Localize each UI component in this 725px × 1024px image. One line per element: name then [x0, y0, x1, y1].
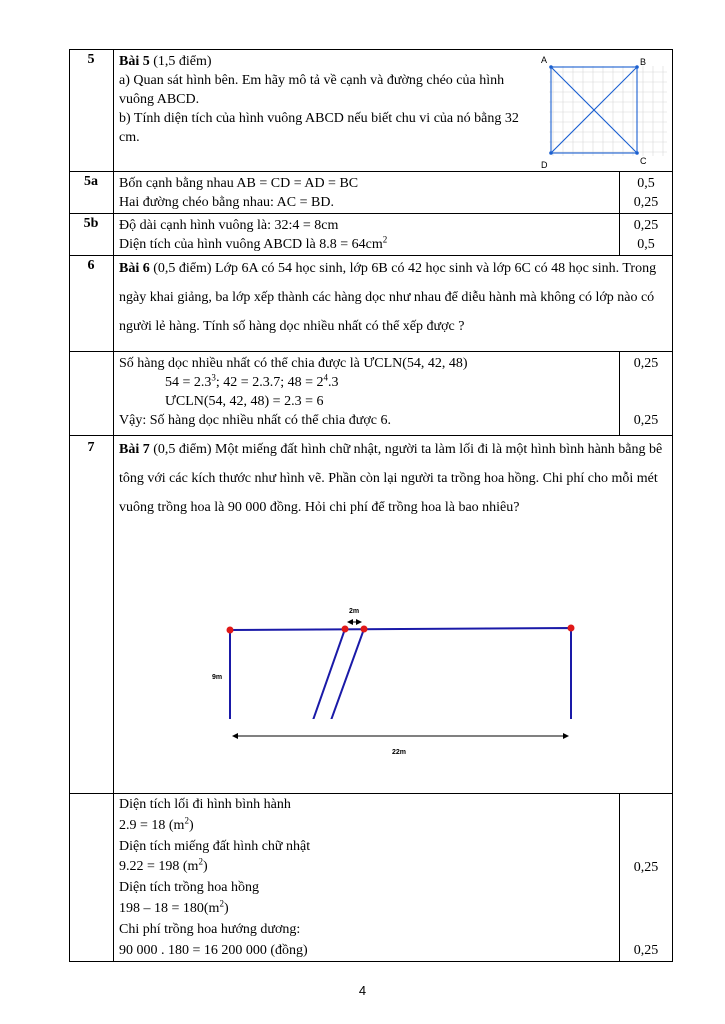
answer-table — [69, 49, 673, 962]
answer-line: Diện tích miếng đất hình chữ nhật — [119, 838, 311, 854]
superscript: 4 — [323, 372, 328, 383]
vertex-b — [635, 65, 639, 69]
page-number: 4 — [358, 983, 367, 998]
label-22m: 22m — [391, 749, 407, 756]
label-b: B — [640, 57, 647, 67]
answer-line: Diện tích trồng hoa hồng — [119, 880, 259, 896]
formula-tail: ) — [188, 817, 194, 833]
answer-6 — [119, 354, 614, 430]
answer-line: 90 000 . 180 = 16 200 000 (đồng) — [119, 942, 308, 958]
question-number: 5a — [84, 174, 98, 189]
table-rule — [619, 793, 620, 961]
answer-5b — [119, 216, 614, 254]
score: 0,25 — [633, 218, 659, 233]
formula: 9.22 = 198 (m — [119, 859, 199, 875]
score: 0,25 — [633, 356, 659, 371]
question-7-text — [119, 435, 669, 522]
part-b-text: b) Tính diện tích của hình vuông ABCD nếu biết chu vi của nó bằng 32 cm. — [119, 111, 519, 145]
part-a-text: a) Quan sát hình bên. Em hãy mô tả về cạnh và đường chéo của hình vuông ABCD. — [119, 73, 505, 107]
score: 0,25 — [633, 860, 659, 875]
label-2m: 2m — [348, 608, 360, 615]
question-body: (0,5 điểm) Một miếng đất hình chữ nhật, người ta làm lối đi là một hình bình hành bằng bê tông với các kích thước như hình vẽ. Phần còn lại người ta trồng hoa hồng. Chi phí cho mỗi mét vuông trồng hoa là 90 000 đồng. Hỏi chi phí để trồng hoa là bao nhiêu? — [119, 442, 663, 515]
factor-54: 54 = 2.3 — [165, 375, 212, 390]
question-number: 5 — [87, 52, 95, 67]
label-c: C — [640, 156, 647, 166]
question-body: (0,5 điểm) Lớp 6A có 54 học sinh, lớp 6B có 42 học sinh và lớp 6C có 48 học sinh. Trong ngày khai giảng, ba lớp xếp thành các hàng dọc như nhau để diễu hành mà không có lớp nào có người lẻ hàng. Tính số hàng dọc nhiều nhất có thể xếp được ? — [119, 261, 657, 334]
superscript: 3 — [211, 372, 216, 383]
table-rule — [69, 351, 673, 352]
question-title: Bài 7 — [119, 442, 150, 457]
vertex-a — [549, 65, 553, 69]
question-6-text — [119, 254, 669, 341]
superscript: 2 — [219, 898, 224, 909]
table-rule — [69, 49, 673, 50]
table-rule — [69, 213, 673, 214]
table-rule — [113, 49, 114, 962]
formula-tail: ) — [202, 859, 208, 875]
answer-line: Bốn cạnh bằng nhau AB = CD = AD = BC — [119, 176, 359, 191]
vertex-c — [635, 151, 639, 155]
label-a: A — [541, 55, 548, 65]
formula-tail: ) — [223, 900, 229, 916]
question-title: Bài 6 — [119, 261, 150, 276]
table-rule — [69, 793, 673, 794]
answer-line: Độ dài cạnh hình vuông là: 32:4 = 8cm — [119, 218, 339, 233]
question-number: 5b — [83, 216, 99, 231]
factor-42-48: ; 42 = 2.3.7; 48 = 2 — [215, 375, 324, 390]
question-number: 6 — [87, 258, 95, 273]
table-rule — [69, 171, 673, 172]
question-5-text — [119, 52, 527, 147]
score: 0,25 — [633, 195, 659, 210]
formula: 198 – 18 = 180(m — [119, 900, 220, 916]
garden-dimensions — [209, 549, 589, 764]
answer-line: Số hàng dọc nhiều nhất có thể chia được là ƯCLN(54, 42, 48) — [119, 356, 468, 371]
question-title: Bài 5 — [119, 54, 150, 69]
answer-line — [119, 856, 208, 875]
question-points: (1,5 điểm) — [149, 54, 212, 69]
vertex-d — [549, 151, 553, 155]
answer-line — [119, 372, 339, 390]
answer-line: Diện tích của hình vuông ABCD là 8.8 = 64cm — [119, 237, 383, 252]
grid-lines — [549, 66, 667, 156]
label-d: D — [541, 160, 548, 170]
answer-line: ƯCLN(54, 42, 48) = 2.3 = 6 — [165, 394, 324, 409]
answer-line — [119, 898, 229, 916]
score: 0,25 — [633, 943, 659, 958]
superscript: 2 — [382, 234, 388, 245]
question-number: 7 — [87, 440, 95, 455]
answer-line: Diện tích lối đi hình bình hành — [119, 797, 291, 812]
label-9m: 9m — [212, 674, 223, 681]
formula: 2.9 = 18 (m — [119, 817, 185, 833]
score: 0,25 — [633, 413, 659, 428]
answer-7 — [119, 795, 614, 961]
factor-tail: .3 — [327, 375, 339, 390]
score: 0,5 — [637, 176, 655, 191]
answer-line — [119, 815, 194, 833]
square-abcd-figure — [533, 52, 669, 170]
score: 0,5 — [637, 237, 655, 252]
superscript: 2 — [184, 815, 189, 826]
answer-line: Hai đường chéo bằng nhau: AC = BD. — [119, 195, 334, 210]
answer-line: Vậy: Số hàng dọc nhiều nhất có thể chia được 6. — [119, 413, 391, 428]
answer-5a — [119, 174, 614, 212]
superscript: 2 — [198, 856, 203, 867]
answer-line: Chi phí trồng hoa hướng dương: — [119, 921, 301, 937]
